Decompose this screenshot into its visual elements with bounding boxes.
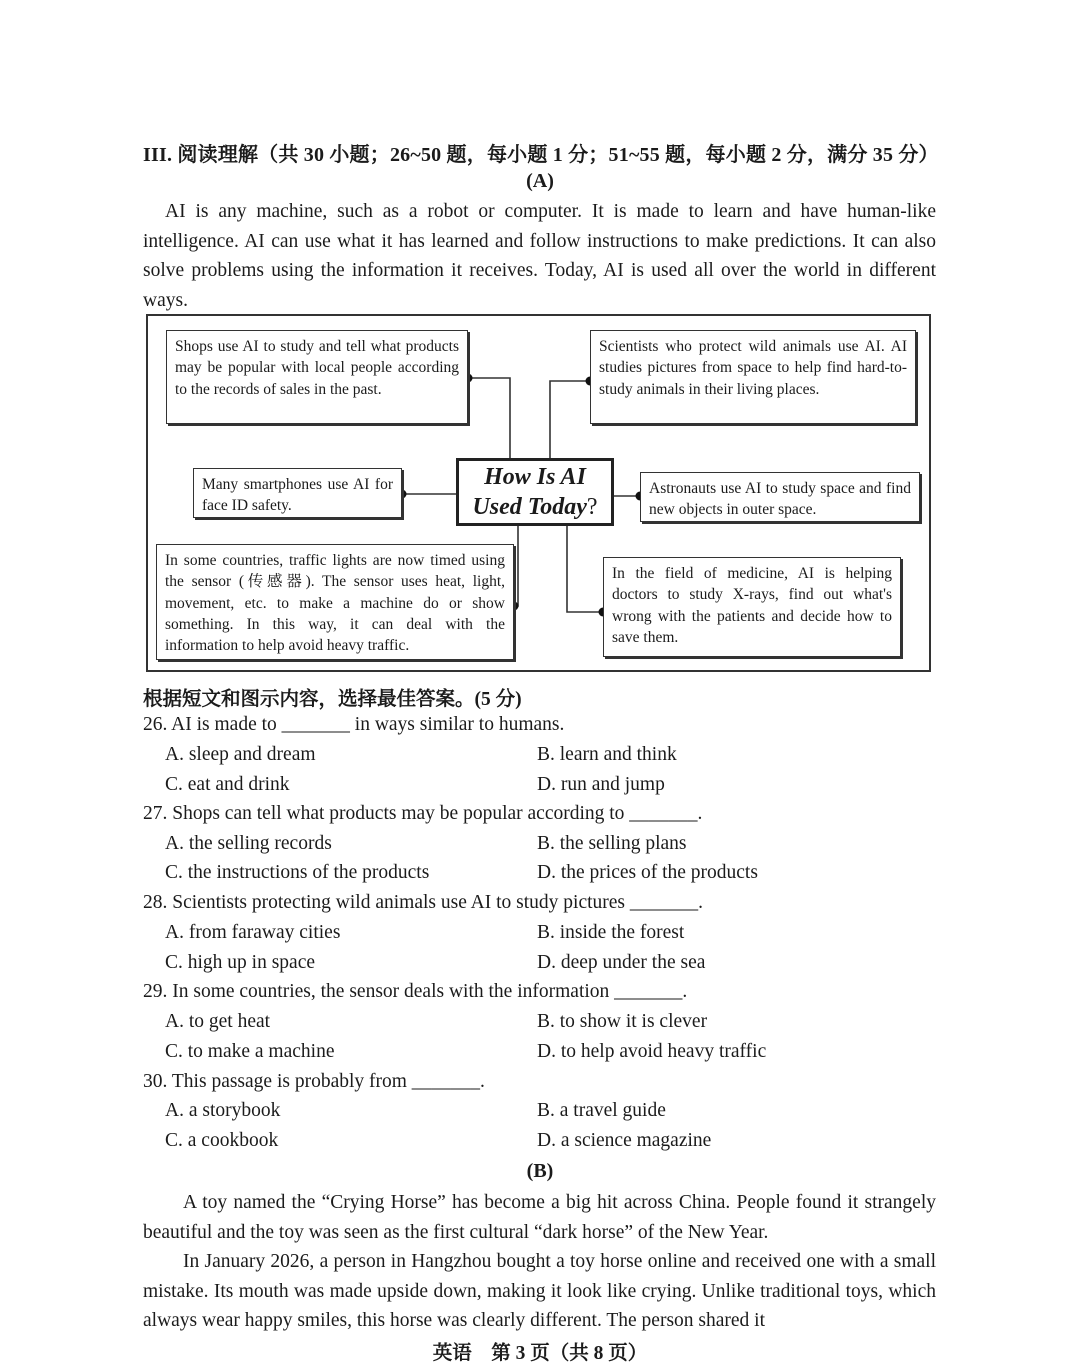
part-b-paragraph-2: In January 2026, a person in Hangzhou bought a toy horse online and received one with a small mistake. Its mouth was made upside down, making it look like crying. Unlike traditional toys, which always wear happy smiles, this horse was clearly different. The person shared it: [143, 1251, 936, 1332]
q26-option-a: A. sleep and dream: [165, 744, 316, 765]
q29-option-d: D. to help avoid heavy traffic: [537, 1041, 767, 1062]
question-30: 30. This passage is probably from _______.: [143, 1071, 485, 1092]
astronauts-box: Astronauts use AI to study space and find new objects in outer space.: [640, 472, 920, 522]
instruction: 根据短文和图示内容，选择最佳答案。(5 分): [143, 689, 522, 710]
q30-option-c: C. a cookbook: [165, 1130, 279, 1151]
center-title-question-mark: ?: [586, 494, 598, 520]
q28-option-c: C. high up in space: [165, 952, 316, 973]
intro-paragraph: AI is any machine, such as a robot or computer. It is made to learn and have human-like intelligence. AI can use what it has learned and follow instructions to make predictions. It can also solve problems using the information it receives. Today, AI is used all over the world in different ways.: [143, 201, 936, 311]
traffic-box: In some countries, traffic lights are now timed using the sensor (传感器). The sensor uses heat, light, movement, etc. to make a machine do or show something. In this way, it can deal with the information to help avoid heavy traffic.: [156, 544, 514, 660]
question-26: 26. AI is made to _______ in ways similar to humans.: [143, 714, 565, 735]
q30-option-d: D. a science magazine: [537, 1130, 712, 1151]
q28-option-d: D. deep under the sea: [537, 952, 706, 973]
ai-usage-diagram: [146, 314, 931, 672]
smartphones-box: Many smartphones use AI for face ID safety.: [193, 468, 402, 518]
q27-option-b: B. the selling plans: [537, 833, 687, 854]
q29-option-a: A. to get heat: [165, 1011, 271, 1032]
center-title-line1: How Is AI: [484, 464, 586, 490]
q27-option-c: C. the instructions of the products: [165, 862, 430, 883]
part-b-label: (B): [526, 1160, 554, 1182]
scientists-box: Scientists who protect wild animals use AI. AI studies pictures from space to help find hard-to-study animals in their living places.: [590, 330, 916, 424]
q26-option-c: C. eat and drink: [165, 774, 290, 795]
center-title-line2-text: Used Today: [472, 494, 587, 520]
q30-option-a: A. a storybook: [165, 1100, 281, 1121]
q27-option-d: D. the prices of the products: [537, 862, 758, 883]
q29-option-c: C. to make a machine: [165, 1041, 335, 1062]
diagram-center-title: [456, 458, 614, 526]
q28-option-b: B. inside the forest: [537, 922, 685, 943]
q27-option-a: A. the selling records: [165, 833, 332, 854]
section-heading: III. 阅读理解（共 30 小题；26~50 题，每小题 1 分；51~55 题，每小题 2 分，满分 35 分）: [143, 144, 939, 166]
part-b-paragraph-1: A toy named the “Crying Horse” has become a big hit across China. People found it strangely beautiful and the toy was seen as the first cultural “dark horse” of the New Year.: [143, 1192, 936, 1243]
medicine-box: In the field of medicine, AI is helping doctors to study X-rays, find out what's wrong with the patients and decide how to save them.: [603, 557, 901, 657]
q26-option-d: D. run and jump: [537, 774, 665, 795]
shops-box: Shops use AI to study and tell what products may be popular with local people according to the records of sales in the past.: [166, 330, 468, 424]
question-28: 28. Scientists protecting wild animals use AI to study pictures _______.: [143, 892, 704, 913]
q26-option-b: B. learn and think: [537, 744, 677, 765]
q29-option-b: B. to show it is clever: [537, 1011, 708, 1032]
page-footer: 英语 第 3 页（共 8 页）: [432, 1343, 648, 1364]
center-title-line2: [459, 492, 611, 522]
q28-option-a: A. from faraway cities: [165, 922, 341, 943]
question-27: 27. Shops can tell what products may be popular according to _______.: [143, 803, 703, 824]
question-29: 29. In some countries, the sensor deals with the information _______.: [143, 981, 688, 1002]
part-a-label: (A): [526, 170, 554, 192]
q30-option-b: B. a travel guide: [537, 1100, 666, 1121]
